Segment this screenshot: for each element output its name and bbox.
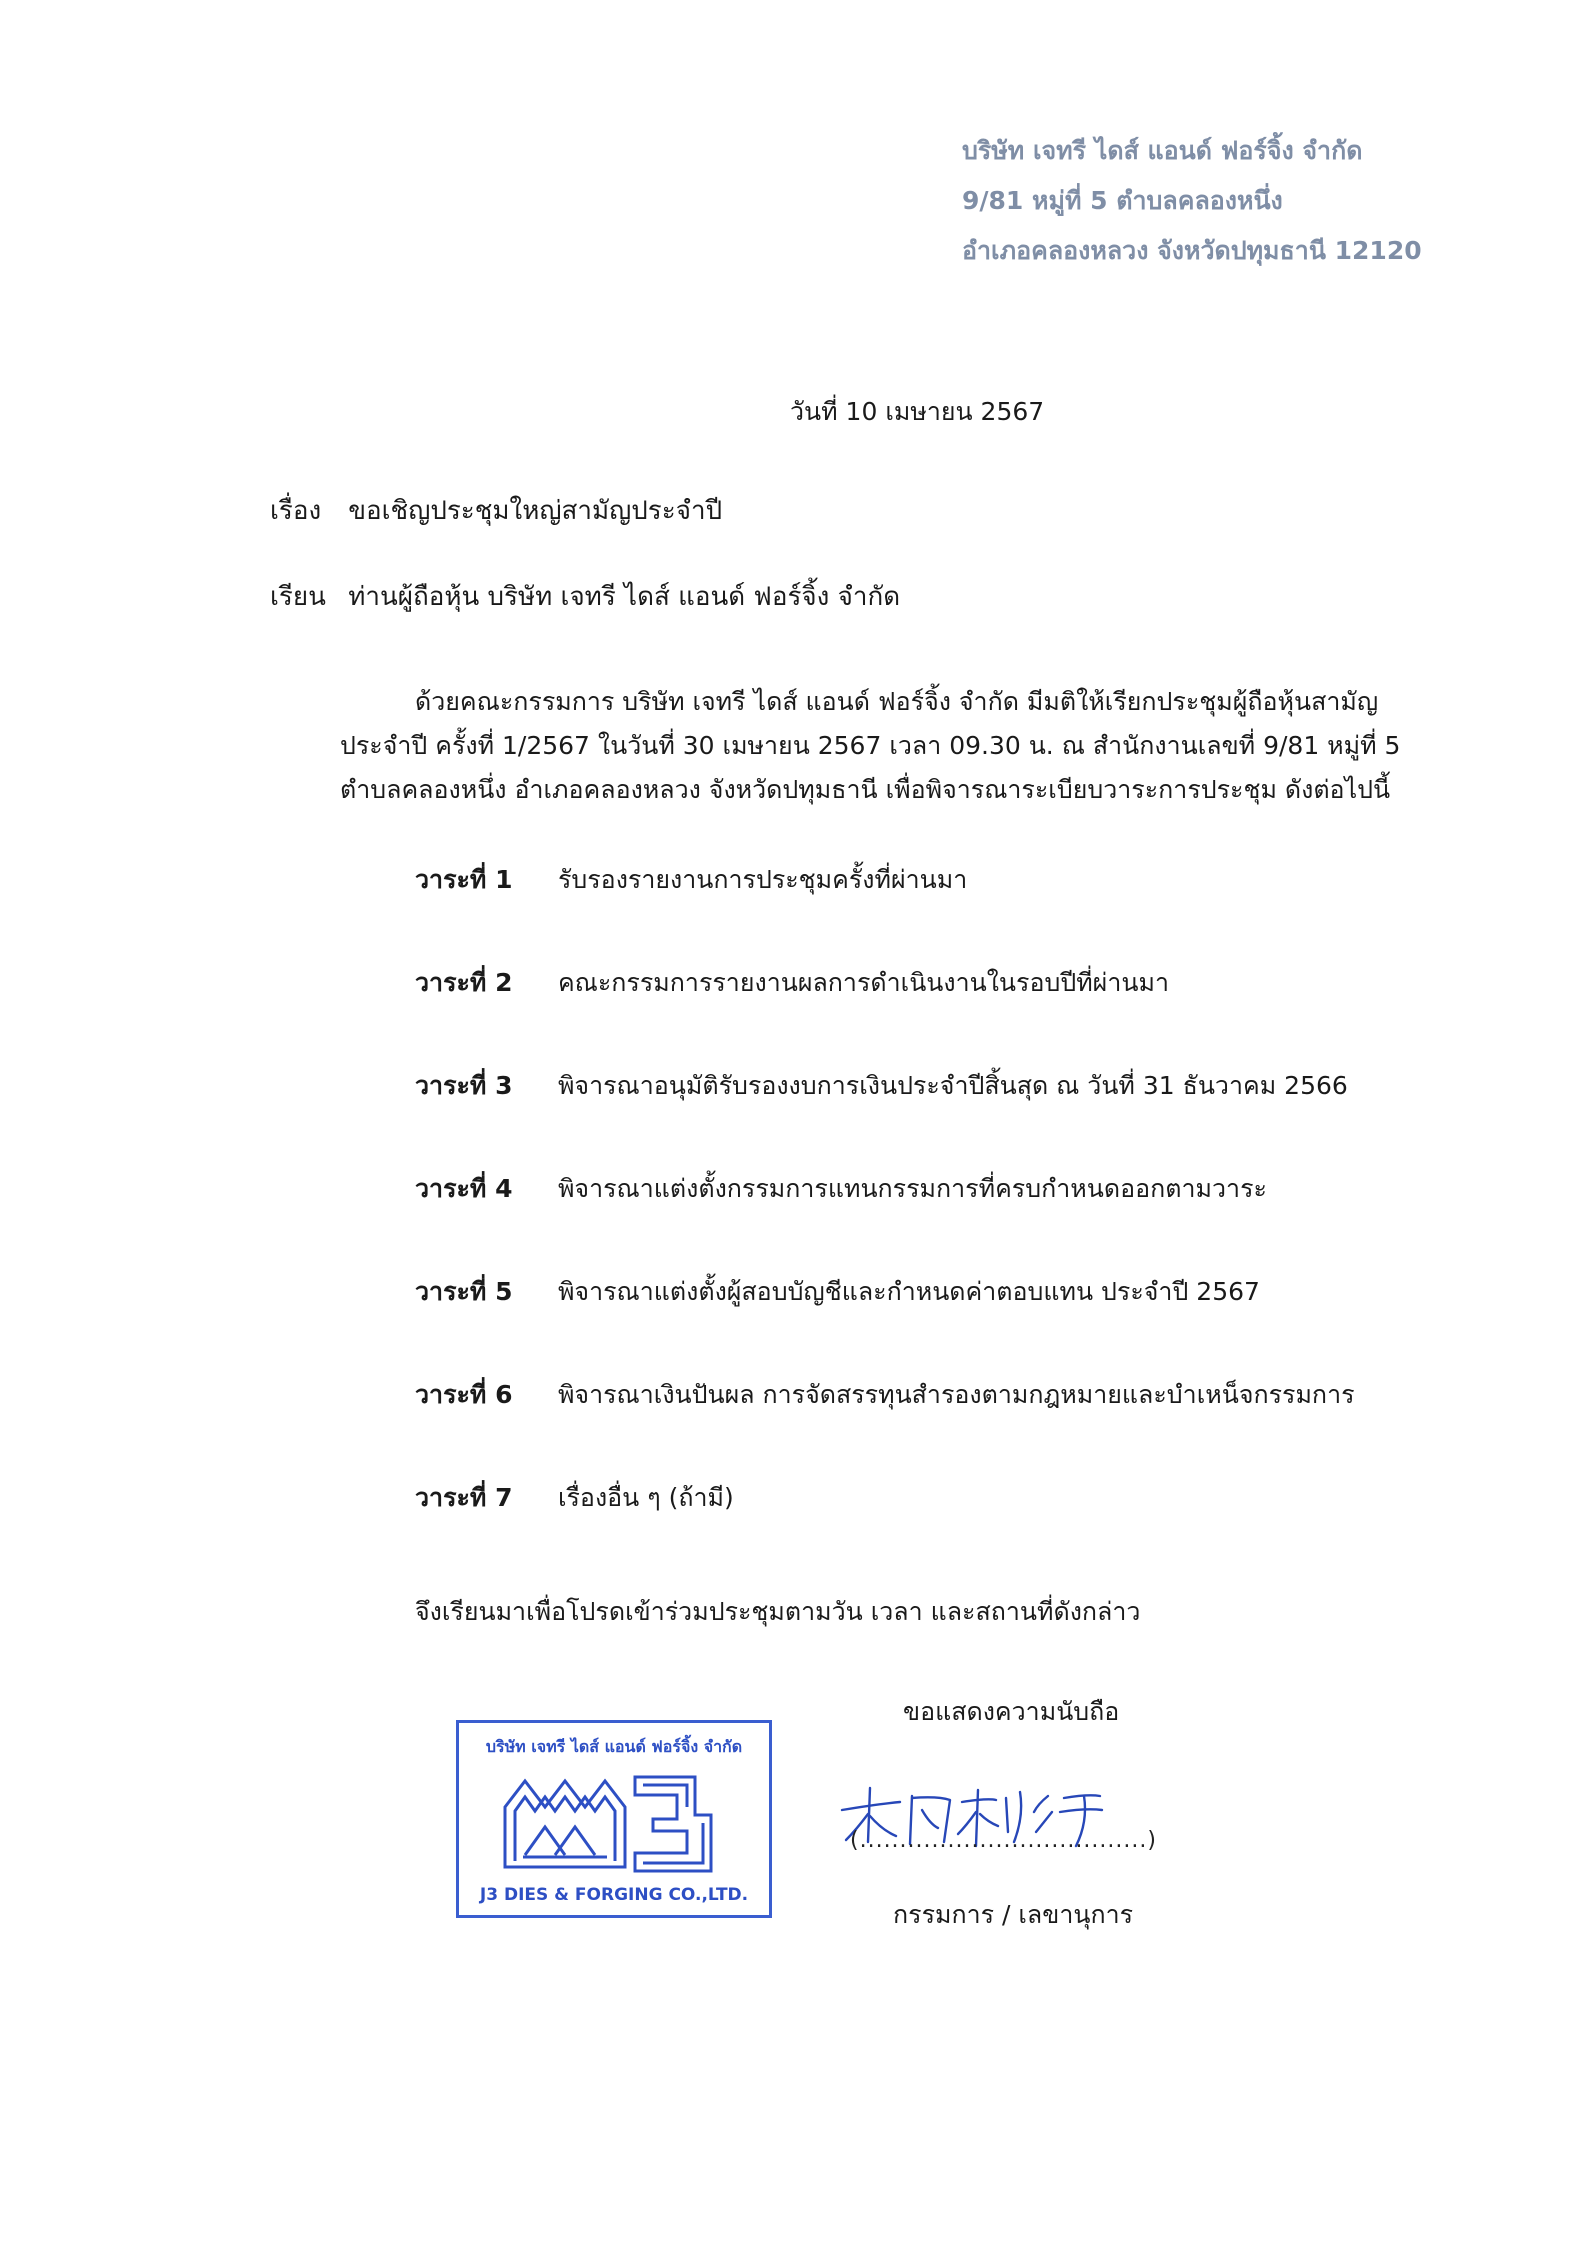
agenda-number: วาระที่ 5 — [415, 1277, 513, 1306]
agenda-item — [415, 963, 1355, 1066]
subject-label: เรื่อง — [270, 496, 322, 526]
closing-sentence: จึงเรียนมาเพื่อโปรดเข้าร่วมประชุมตามวัน เวลา และสถานที่ดังกล่าว — [415, 1597, 1141, 1626]
j3-logo-icon — [495, 1767, 739, 1879]
agenda-text: พิจารณาแต่งตั้งผู้สอบบัญชีและกำหนดค่าตอบแทน ประจำปี 2567 — [557, 1277, 1260, 1306]
agenda-text: คณะกรรมการรายงานผลการดำเนินงานในรอบปีที่ผ่านมา — [557, 968, 1169, 997]
agenda-list — [415, 860, 1355, 1581]
company-name: บริษัท เจทรี ไดส์ แอนด์ ฟอร์จิ้ง จำกัด — [962, 136, 1363, 165]
agenda-number: วาระที่ 1 — [415, 865, 513, 894]
agenda-item — [415, 1478, 1355, 1581]
agenda-text: เรื่องอื่น ๆ (ถ้ามี) — [557, 1483, 734, 1512]
agenda-text: พิจารณาเงินปันผล การจัดสรรทุนสำรองตามกฎหมายและบำเหน็จกรรมการ — [557, 1380, 1355, 1409]
regards-text: ขอแสดงความนับถือ — [903, 1697, 1120, 1726]
addressee-label: เรียน — [270, 582, 326, 612]
subject-line — [270, 490, 722, 531]
letterhead — [962, 126, 1422, 276]
signature-line: (....................................) — [850, 1828, 1157, 1853]
agenda-number: วาระที่ 7 — [415, 1483, 513, 1512]
stamp-company-english: J3 DIES & FORGING CO.,LTD. — [479, 1885, 749, 1905]
agenda-number: วาระที่ 4 — [415, 1174, 513, 1203]
agenda-text: พิจารณาอนุมัติรับรองงบการเงินประจำปีสิ้นสุด ณ วันที่ 31 ธันวาคม 2566 — [557, 1071, 1348, 1100]
agenda-item — [415, 860, 1355, 963]
body-line: ด้วยคณะกรรมการ บริษัท เจทรี ไดส์ แอนด์ ฟอร์จิ้ง จำกัด มีมติให้เรียกประชุมผู้ถือหุ้นสามัญ — [415, 687, 1379, 716]
addressee-text: ท่านผู้ถือหุ้น บริษัท เจทรี ไดส์ แอนด์ ฟอร์จิ้ง จำกัด — [348, 582, 901, 612]
agenda-item — [415, 1375, 1355, 1478]
company-address-line1: 9/81 หมู่ที่ 5 ตำบลคลองหนึ่ง — [962, 186, 1283, 215]
company-stamp — [456, 1720, 772, 1918]
agenda-number: วาระที่ 2 — [415, 968, 513, 997]
stamp-company-thai: บริษัท เจทรี ไดส์ แอนด์ ฟอร์จิ้ง จำกัด — [485, 1737, 743, 1756]
letter-date: วันที่ 10 เมษายน 2567 — [790, 397, 1045, 426]
agenda-item — [415, 1272, 1355, 1375]
agenda-number: วาระที่ 6 — [415, 1380, 513, 1409]
body-line: ประจำปี ครั้งที่ 1/2567 ในวันที่ 30 เมษายน 2567 เวลา 09.30 น. ณ สำนักงานเลขที่ 9/81 หมู่ที่ 5 — [340, 731, 1401, 760]
subject-text: ขอเชิญประชุมใหญ่สามัญประจำปี — [348, 496, 723, 526]
agenda-text: พิจารณาแต่งตั้งกรรมการแทนกรรมการที่ครบกำหนดออกตามวาระ — [557, 1174, 1267, 1203]
body-line: ตำบลคลองหนึ่ง อำเภอคลองหลวง จังหวัดปทุมธานี เพื่อพิจารณาระเบียบวาระการประชุม ดังต่อไปนี้ — [340, 775, 1391, 804]
company-address-line2: อำเภอคลองหลวง จังหวัดปทุมธานี 12120 — [962, 236, 1422, 265]
agenda-item — [415, 1066, 1355, 1169]
body-paragraph — [340, 680, 1450, 812]
agenda-number: วาระที่ 3 — [415, 1071, 513, 1100]
signatory-position: กรรมการ / เลขานุการ — [893, 1900, 1134, 1929]
agenda-text: รับรองรายงานการประชุมครั้งที่ผ่านมา — [557, 865, 968, 894]
agenda-item — [415, 1169, 1355, 1272]
addressee-line — [270, 576, 900, 617]
